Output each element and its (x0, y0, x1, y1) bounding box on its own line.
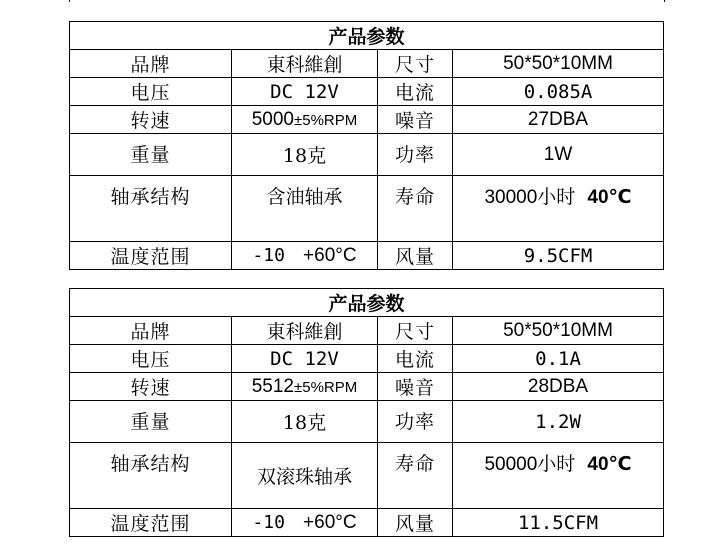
table-row (70, 509, 664, 537)
power-label: 功率 (378, 134, 453, 176)
temp-label: 温度范围 (70, 242, 232, 270)
weight-label: 重量 (70, 401, 232, 443)
bearing-label: 轴承结构 (70, 443, 232, 509)
brand-value: 東科維創 (232, 50, 378, 78)
voltage-value: DC 12V (232, 345, 378, 373)
speed-value (232, 106, 378, 134)
life-hours: 50000小时 (484, 454, 576, 475)
table-row (70, 401, 664, 443)
life-label: 寿命 (378, 443, 453, 509)
speed-tolerance: ±5%RPM (294, 112, 358, 129)
life-value (453, 443, 664, 509)
speed-number: 5000 (251, 109, 295, 130)
power-label: 功率 (378, 401, 453, 443)
table-row (70, 50, 664, 78)
size-value: 50*50*10MM (453, 50, 664, 78)
speed-label: 转速 (70, 106, 232, 134)
table-title: 产品参数 (70, 289, 664, 317)
speed-label: 转速 (70, 373, 232, 401)
table-row (70, 106, 664, 134)
temp-low: -10 (252, 245, 285, 266)
current-value: 0.1A (453, 345, 664, 373)
voltage-value: DC 12V (232, 78, 378, 106)
spec-sheet-2 (69, 288, 663, 537)
voltage-label: 电压 (70, 345, 232, 373)
speed-number: 5512 (251, 376, 295, 397)
table-title-row (70, 289, 664, 317)
noise-label: 噪音 (378, 373, 453, 401)
table-row (70, 78, 664, 106)
spec-table-1 (69, 21, 664, 270)
life-label: 寿命 (378, 176, 453, 242)
life-hours: 30000小时 (484, 187, 576, 208)
table-row (70, 317, 664, 345)
table-row (70, 242, 664, 270)
airflow-label: 风量 (378, 242, 453, 270)
voltage-label: 电压 (70, 78, 232, 106)
top-rule (69, 0, 665, 2)
current-label: 电流 (378, 345, 453, 373)
spec-table-2 (69, 288, 664, 537)
noise-value: 27DBA (453, 106, 664, 134)
power-value: 1W (453, 134, 664, 176)
life-temp: 40℃ (587, 454, 632, 475)
bearing-label: 轴承结构 (70, 176, 232, 242)
airflow-value: 11.5CFM (453, 509, 664, 537)
temp-label: 温度范围 (70, 509, 232, 537)
current-value: 0.085A (453, 78, 664, 106)
speed-value (232, 373, 378, 401)
table-row (70, 176, 664, 242)
temp-high: +60°C (303, 512, 357, 533)
airflow-value: 9.5CFM (453, 242, 664, 270)
table-row (70, 443, 664, 509)
noise-value: 28DBA (453, 373, 664, 401)
airflow-label: 风量 (378, 509, 453, 537)
life-temp: 40℃ (587, 187, 632, 208)
noise-label: 噪音 (378, 106, 453, 134)
life-value (453, 176, 664, 242)
brand-label: 品牌 (70, 317, 232, 345)
table-row (70, 134, 664, 176)
brand-label: 品牌 (70, 50, 232, 78)
table-row (70, 373, 664, 401)
temp-value (232, 242, 378, 270)
temp-high: +60°C (303, 245, 357, 266)
weight-value: 18克 (232, 134, 378, 176)
table-title: 产品参数 (70, 22, 664, 50)
temp-low: -10 (252, 512, 285, 533)
table-row (70, 345, 664, 373)
brand-value: 東科維創 (232, 317, 378, 345)
size-label: 尺寸 (378, 317, 453, 345)
bearing-value: 含油轴承 (232, 176, 378, 242)
size-label: 尺寸 (378, 50, 453, 78)
spec-sheet-1 (69, 21, 663, 270)
bearing-value: 双滚珠轴承 (232, 443, 378, 509)
speed-tolerance: ±5%RPM (294, 379, 358, 396)
table-title-row (70, 22, 664, 50)
size-value: 50*50*10MM (453, 317, 664, 345)
temp-value (232, 509, 378, 537)
current-label: 电流 (378, 78, 453, 106)
weight-label: 重量 (70, 134, 232, 176)
power-value: 1.2W (453, 401, 664, 443)
weight-value: 18克 (232, 401, 378, 443)
